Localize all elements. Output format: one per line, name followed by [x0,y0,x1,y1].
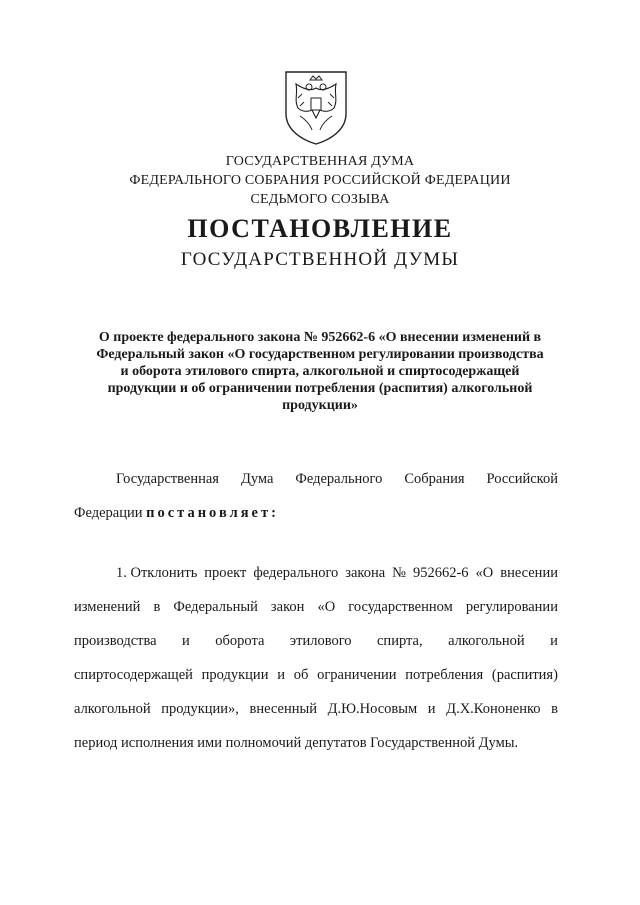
word: регулировании [465,599,558,615]
word: закон [270,599,305,615]
subject-line-2: Федеральный закон «О государственном регулировании производства [96,347,544,362]
word: (распития) [491,667,558,683]
word: внесении [500,565,558,581]
word: в [551,701,558,717]
word: государственном [348,599,453,615]
word: алкогольной [74,701,151,717]
subject-line-1: О проекте федерального закона № 952662-6 «О внесении изменений в [98,330,542,345]
word: № [392,565,406,581]
word: спирта, [377,633,423,649]
word: об [293,667,309,683]
word: проект [204,565,247,581]
word: и [182,633,190,649]
word: 952662-6 [412,565,469,581]
word: изменений [74,599,141,615]
word: Федеральный [173,599,258,615]
word: «О [317,599,336,615]
document-type-title: ПОСТАНОВЛЕНИЕ [187,214,453,243]
word: «О [475,565,494,581]
org-line-3: СЕДЬМОГО СОЗЫВА [250,192,390,207]
word: 1. Отклонить [116,565,198,581]
word: Российской [486,471,558,487]
word: Государственная [116,471,219,487]
document-type-subtitle: ГОСУДАРСТВЕННОЙ ДУМЫ [180,249,460,270]
word: и [277,667,285,683]
word: Д.Ю.Носовым [327,701,418,717]
preamble-line-2 [74,505,558,522]
subject-line-5: продукции» [282,398,358,413]
preamble-line-1 [116,471,558,488]
clause-1-line-4 [74,667,558,684]
word: оборота [215,633,265,649]
word: этилового [289,633,352,649]
clause-1-line-6: период исполнения ими полномочий депутатов Государственной Думы. [74,735,519,751]
word: Собрания [404,471,465,487]
word: Д.Х.Кононенко [446,701,541,717]
word: закона [345,565,386,581]
clause-1-line-3 [74,633,558,650]
subject-line-3: и оборота этилового спирта, алкогольной и спиртосодержащей [120,364,520,379]
word: в [153,599,161,615]
word: Федерального [295,471,383,487]
preamble-text: Федерации [74,505,143,521]
org-line-1: ГОСУДАРСТВЕННАЯ ДУМА [225,154,415,169]
word: и [427,701,436,717]
clause-1-line-1 [116,565,558,582]
word: ограничении [317,667,397,683]
word: продукции [201,667,269,683]
organization-name [60,152,580,209]
word: федерального [253,565,339,581]
word: потребления [405,667,484,683]
state-emblem-icon [280,68,352,146]
word: производства [74,633,157,649]
resolves-word: постановляет: [146,505,279,521]
clause-1-line-5 [74,701,558,718]
word: внесенный [249,701,317,717]
word: и [550,633,558,649]
word: продукции», [161,701,239,717]
clause-1-line-2 [74,599,558,616]
word: спиртосодержащей [74,667,193,683]
org-line-2: ФЕДЕРАЛЬНОГО СОБРАНИЯ РОССИЙСКОЙ ФЕДЕРАЦИИ [129,173,511,188]
subject-line-4: продукции и об ограничении потребления (распития) алкогольной [107,381,533,396]
resolution-subject [70,329,570,414]
word: алкогольной [448,633,525,649]
word: Дума [240,471,274,487]
